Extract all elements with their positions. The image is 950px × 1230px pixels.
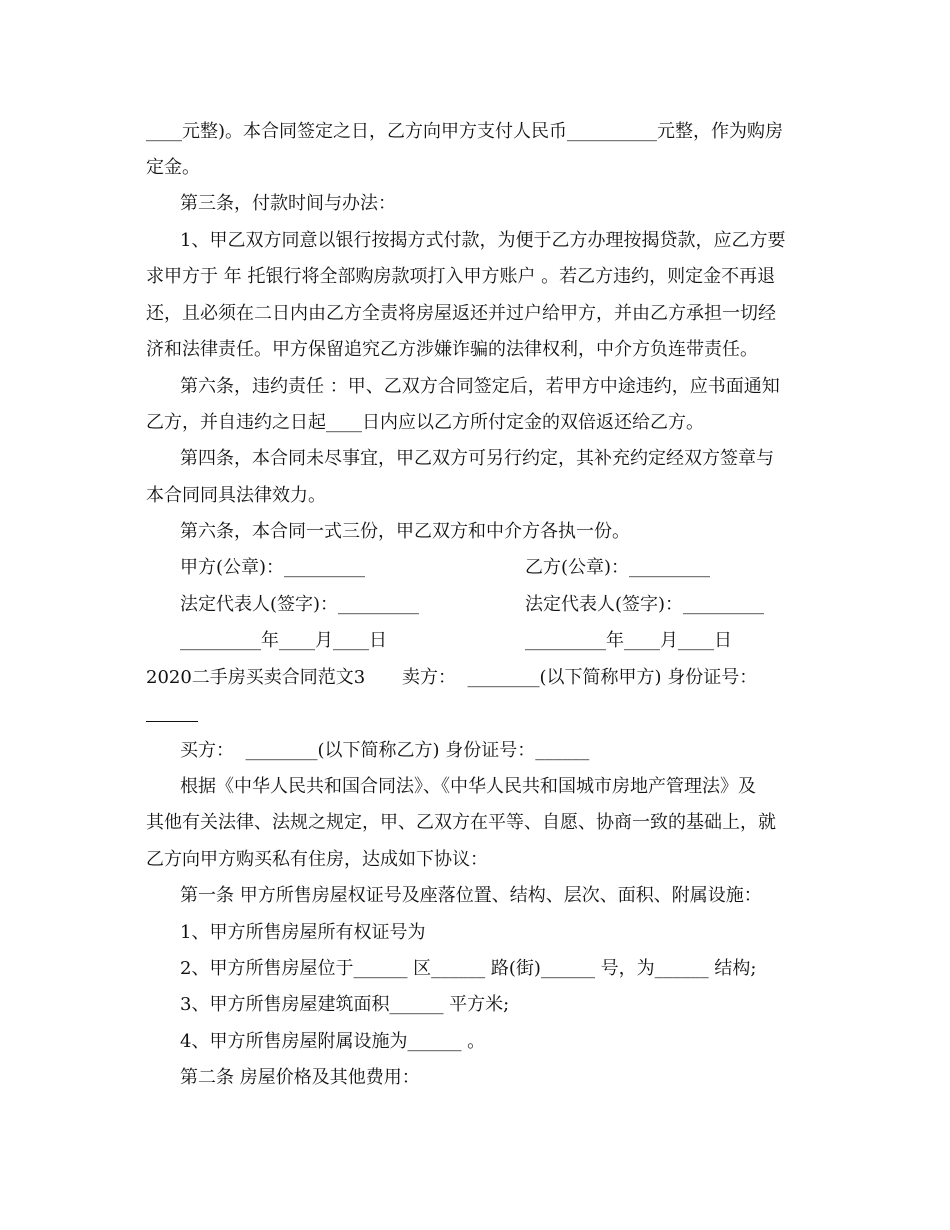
text-line: 求甲方于 年 托银行将全部购房款项打入甲方账户 。若乙方违约，则定金不再退 bbox=[146, 266, 776, 287]
text-line: 4、甲方所售房屋附属设施为______ 。 bbox=[180, 1031, 486, 1052]
section-title: 2020二手房买卖合同范文3 bbox=[146, 667, 366, 688]
article-heading: 第三条，付款时间与办法： bbox=[180, 193, 396, 214]
text-line: 定金。 bbox=[146, 157, 200, 178]
text-line: 第四条，本合同未尽事宜，甲乙双方可另行约定，其补充约定经双方签章与 bbox=[180, 448, 774, 469]
text-line: 1、甲方所售房屋所有权证号为 bbox=[180, 922, 426, 943]
text-line: 1、甲乙双方同意以银行按揭方式付款，为便于乙方办理按揭贷款，应乙方要 bbox=[180, 230, 786, 251]
party-b-date: _________年____月____日 bbox=[525, 630, 732, 651]
seller-line: 卖方： ________(以下简称甲方) 身份证号： bbox=[402, 667, 758, 688]
article-heading: 第二条 房屋价格及其他费用： bbox=[180, 1067, 420, 1088]
party-b-representative: 法定代表人(签字)：_________ bbox=[525, 594, 765, 615]
party-a-seal: 甲方(公章)：_________ bbox=[180, 557, 366, 578]
text-line: 2、甲方所售房屋位于______ 区______ 路(街)______ 号，为______ 结构; bbox=[180, 958, 757, 979]
text-line: 第六条，本合同一式三份，甲乙双方和中介方各执一份。 bbox=[180, 521, 630, 542]
text-line: 济和法律责任。甲方保留追究乙方涉嫌诈骗的法律权利，中介方负连带责任。 bbox=[146, 339, 758, 360]
text-line: 3、甲方所售房屋建筑面积______ 平方米; bbox=[180, 994, 510, 1015]
party-a-date: _________年____月____日 bbox=[180, 630, 387, 651]
text-line: 本合同同具法律效力。 bbox=[146, 485, 326, 506]
party-a-representative: 法定代表人(签字)：_________ bbox=[180, 594, 420, 615]
text-line: 其他有关法律、法规之规定，甲、乙双方在平等、自愿、协商一致的基础上，就 bbox=[146, 812, 776, 833]
text-line: 还，且必须在二日内由乙方全责将房屋返还并过户给甲方，并由乙方承担一切经 bbox=[146, 303, 776, 324]
text-line: 乙方向甲方购买私有住房，达成如下协议： bbox=[146, 849, 488, 870]
article-heading: 第一条 甲方所售房屋权证号及座落位置、结构、层次、面积、附属设施： bbox=[180, 885, 762, 906]
text-line: 第六条，违约责任 ：甲、乙双方合同签定后，若甲方中途违约，应书面通知 bbox=[180, 376, 780, 397]
buyer-line: 买方： ________(以下简称乙方) 身份证号：______ bbox=[180, 740, 590, 761]
text-line: 乙方，并自违约之日起____日内应以乙方所付定金的双倍返还给乙方。 bbox=[146, 412, 704, 433]
text-line: 根据《中华人民共和国合同法》、《中华人民共和国城市房地产管理法》及 bbox=[180, 776, 756, 797]
text-line: ____元整)。本合同签定之日，乙方向甲方支付人民币__________元整，作为购房 bbox=[146, 121, 784, 142]
id-number-blank bbox=[146, 721, 198, 722]
party-b-seal: 乙方(公章)：_________ bbox=[525, 557, 711, 578]
